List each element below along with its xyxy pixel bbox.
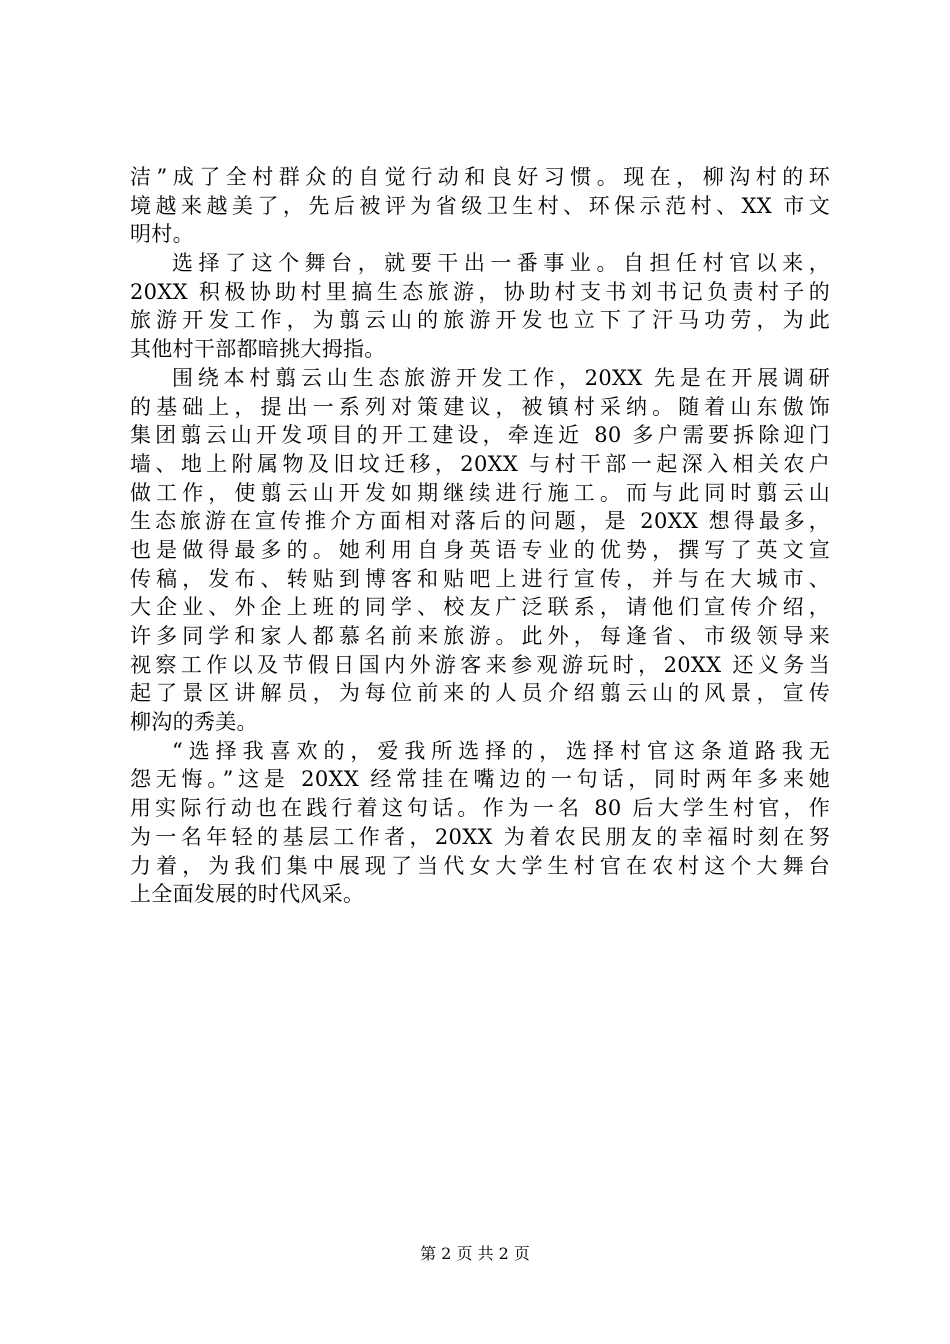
text-line: 用实际行动也在践行着这句话。作为一名 80 后大学生村官，作	[130, 796, 830, 821]
text-line: 集团翦云山开发项目的开工建设，牵连近 80 多户需要拆除迎门	[130, 423, 830, 448]
text-line: 柳沟的秀美。	[130, 710, 258, 735]
text-line: 做工作，使翦云山开发如期继续进行施工。而与此同时翦云山	[130, 480, 830, 505]
text-line: 大企业、外企上班的同学、校友广泛联系，请他们宣传介绍，	[130, 595, 830, 620]
text-line: 其他村干部都暗挑大拇指。	[130, 337, 386, 362]
text-line: 选择了这个舞台，就要干出一番事业。自担任村官以来，	[172, 251, 830, 276]
text-line: 视察工作以及节假日国内外游客来参观游玩时，20XX 还义务当	[130, 652, 830, 677]
text-line: 起了景区讲解员，为每位前来的人员介绍翦云山的风景，宣传	[130, 681, 830, 706]
text-line: 也是做得最多的。她利用自身英语专业的优势，撰写了英文宣	[130, 537, 830, 562]
text-line: 上全面发展的时代风采。	[130, 882, 365, 907]
text-line: 传稿，发布、转贴到博客和贴吧上进行宣传，并与在大城市、	[130, 566, 830, 591]
text-line: 许多同学和家人都慕名前来旅游。此外，每逢省、市级领导来	[130, 624, 830, 648]
text-line: 境越来越美了，先后被评为省级卫生村、环保示范村、XX 市文	[130, 193, 830, 218]
text-line: 洁”成了全村群众的自觉行动和良好习惯。现在，柳沟村的环	[130, 165, 830, 189]
page-footer: 第 2 页 共 2 页	[420, 1244, 530, 1263]
text-line: 的基础上，提出一系列对策建议，被镇村采纳。随着山东傲饰	[130, 394, 830, 419]
text-line: “选择我喜欢的，爱我所选择的，选择村官这条道路我无	[172, 738, 830, 763]
text-line: 力着，为我们集中展现了当代女大学生村官在农村这个大舞台	[130, 853, 830, 878]
document-body	[130, 163, 830, 909]
text-line: 怨无悔。”这是 20XX 经常挂在嘴边的一句话，同时两年多来她	[130, 767, 830, 792]
text-line: 围绕本村翦云山生态旅游开发工作，20XX 先是在开展调研	[172, 365, 830, 390]
text-line: 为一名年轻的基层工作者，20XX 为着农民朋友的幸福时刻在努	[130, 824, 830, 849]
text-line: 墙、地上附属物及旧坟迁移，20XX 与村干部一起深入相关农户	[130, 451, 830, 476]
text-line: 20XX 积极协助村里搞生态旅游，协助村支书刘书记负责村子的	[130, 279, 830, 304]
text-line: 旅游开发工作，为翦云山的旅游开发也立下了汗马功劳，为此	[130, 308, 830, 333]
text-line: 明村。	[130, 222, 194, 247]
text-line: 生态旅游在宣传推介方面相对落后的问题，是 20XX 想得最多，	[130, 509, 830, 534]
